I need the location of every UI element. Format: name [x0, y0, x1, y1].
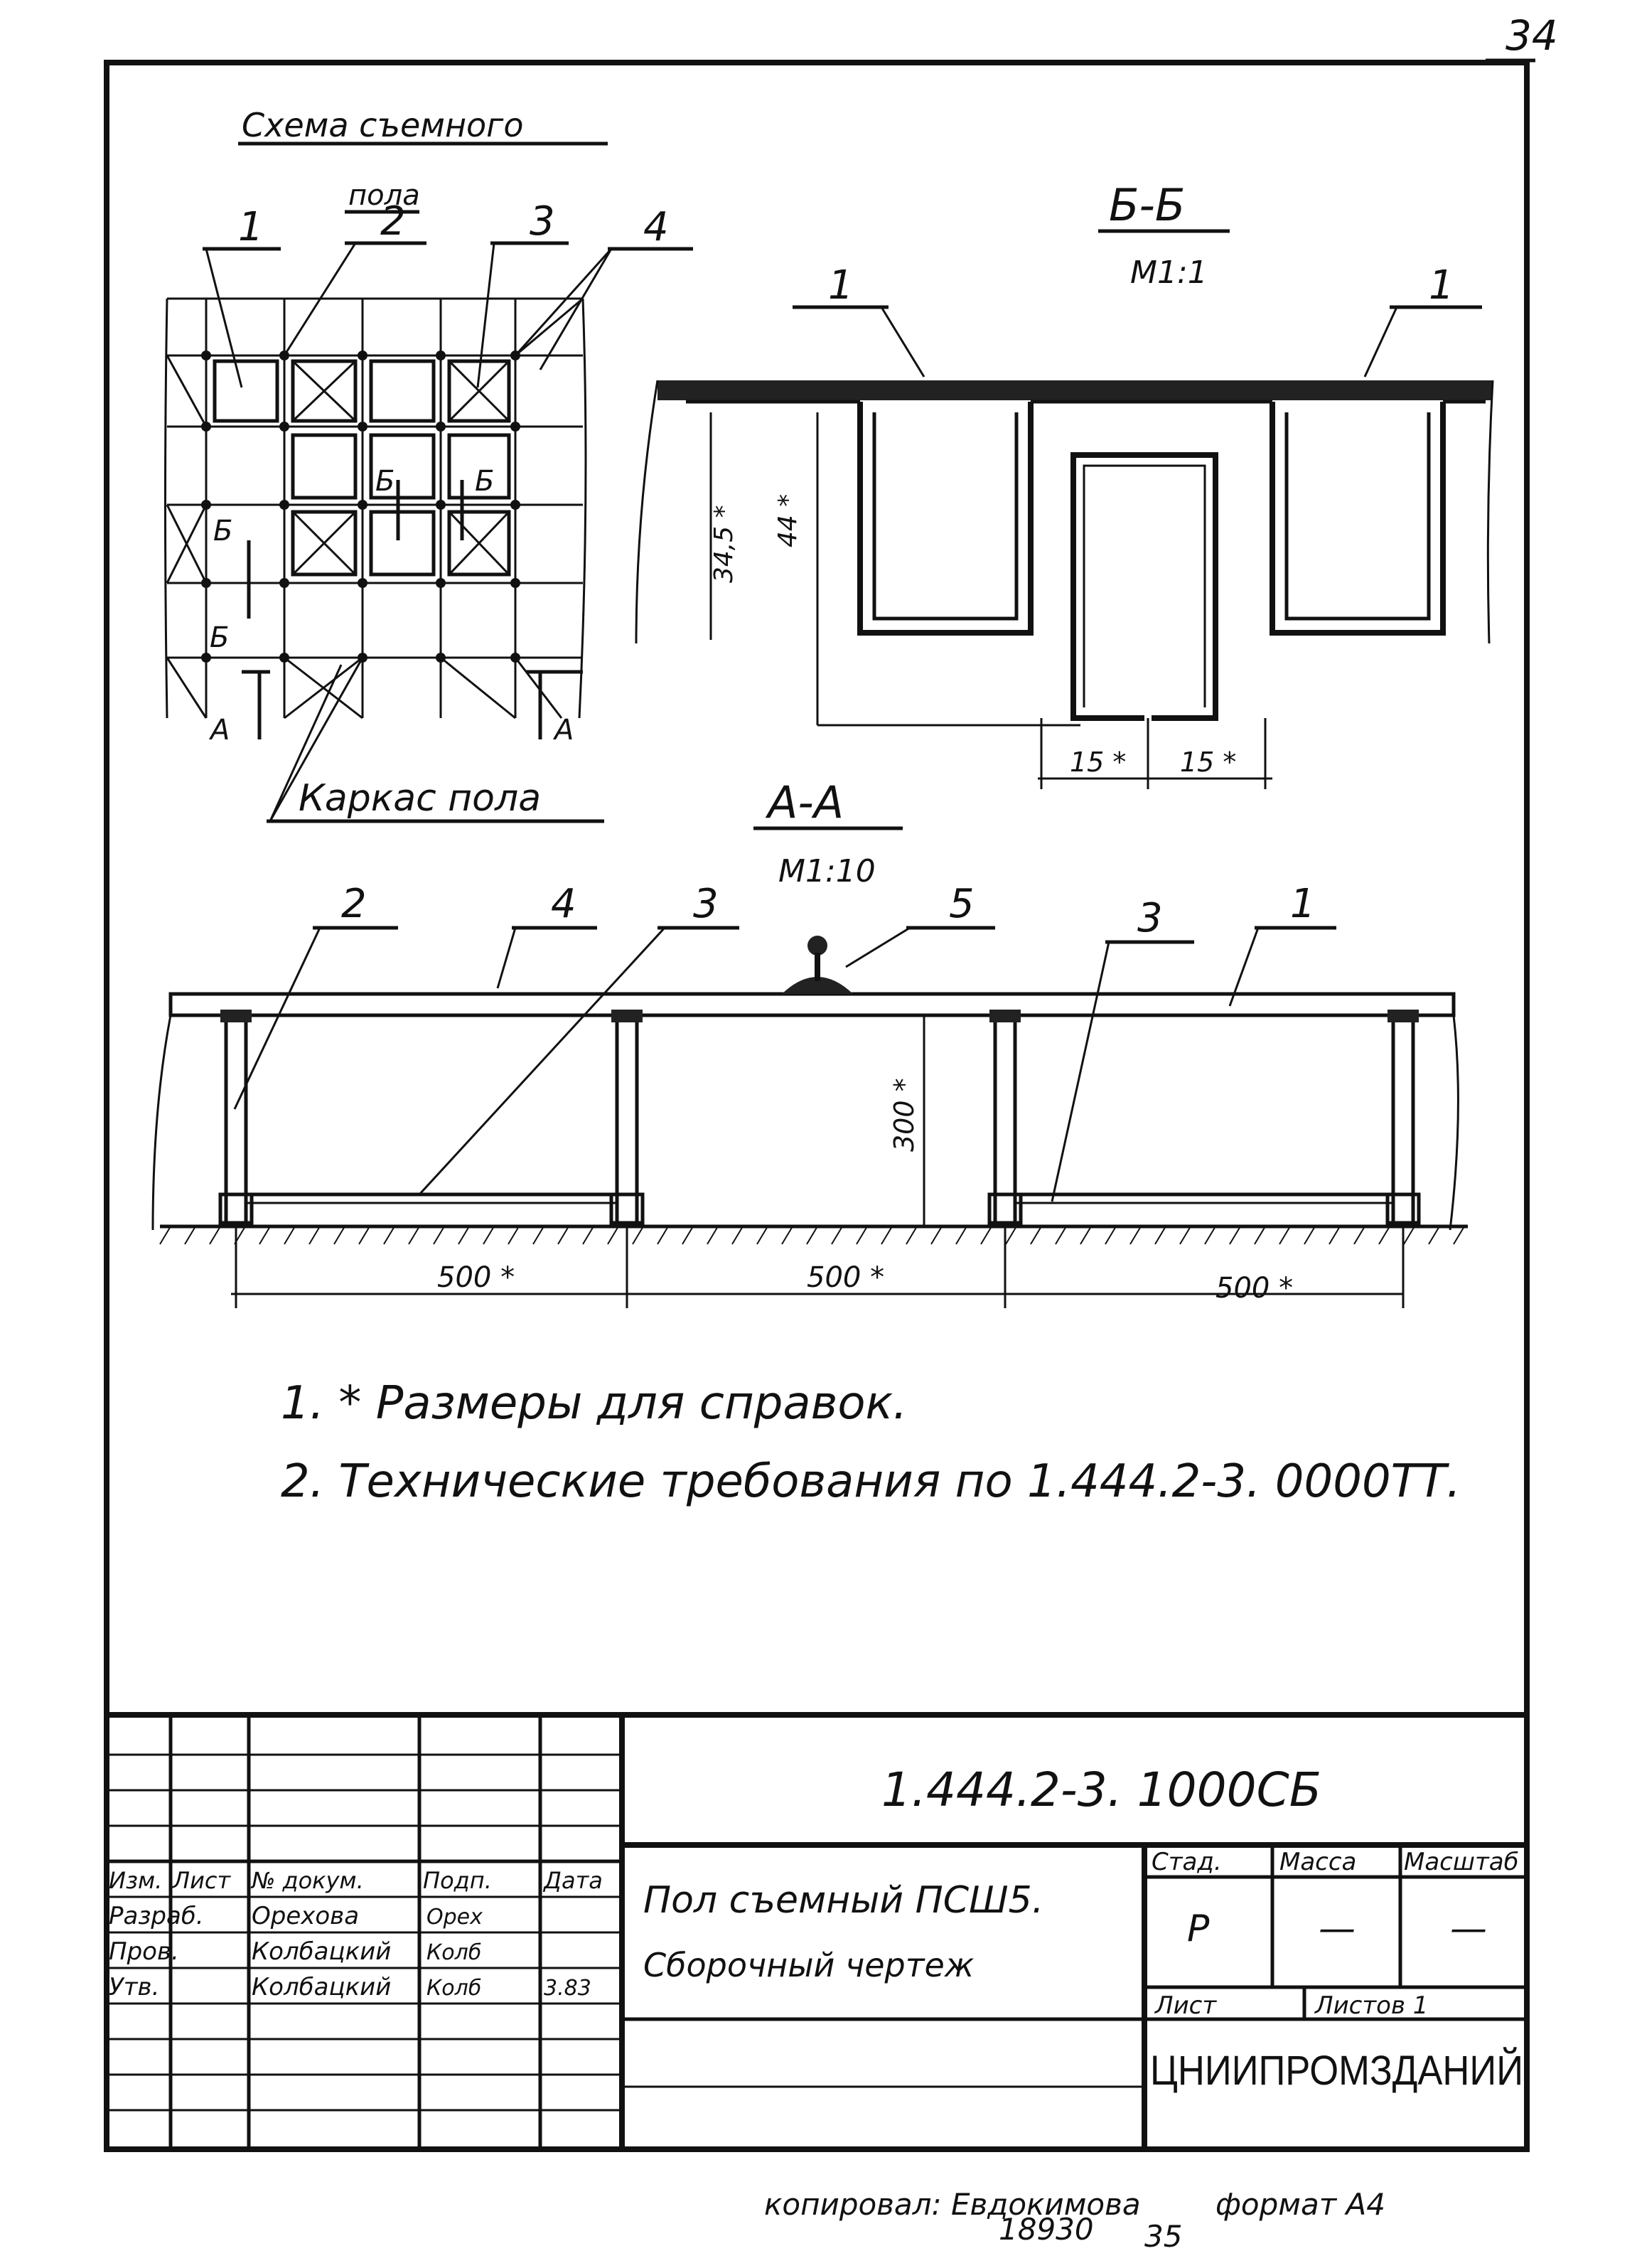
sheet-number: 34 [1505, 11, 1558, 60]
section-bb-scale: М1:1 [1130, 255, 1208, 291]
section-bb-callout-1b: 1 [1429, 262, 1454, 309]
scheme-callout-4: 4 [643, 204, 669, 250]
footer [764, 2187, 1385, 2254]
section-aa-span-1: 500 * [437, 1261, 515, 1294]
section-aa [153, 776, 1468, 1308]
footer-copied: копировал: Евдокимова [764, 2187, 1141, 2222]
tb-doc-code: 1.444.2-3. 1000СБ [881, 1762, 1322, 1817]
scheme-callout-2: 2 [380, 198, 406, 245]
sheet-frame [107, 63, 1527, 2149]
tb-scale-label: Масштаб [1404, 1848, 1519, 1876]
tb-mass-label: Масса [1279, 1848, 1357, 1876]
section-aa-dim-height: 300 * [889, 1078, 920, 1152]
scheme-title-line1: Схема съемного [242, 106, 524, 144]
tb-role-checker: Пров. [109, 1937, 179, 1966]
tb-header-list: Лист [173, 1867, 231, 1894]
pedestals [220, 1010, 1419, 1226]
scheme-frame-label: Каркас пола [299, 777, 542, 820]
notes [281, 1377, 1461, 1508]
floor-scheme [166, 106, 694, 821]
section-bb-title: Б-Б [1109, 179, 1186, 231]
section-aa-callout-1: 1 [1290, 881, 1316, 927]
section-aa-title: А-А [768, 776, 844, 828]
section-bb [636, 179, 1493, 789]
section-aa-callout-3a: 3 [693, 881, 719, 927]
note-2: 2. Технические требования по 1.444.2-3. 0000ТТ. [281, 1455, 1461, 1508]
tb-scale-value: — [1450, 1908, 1487, 1950]
scheme-section-mark-b4: Б [210, 621, 230, 654]
section-aa-scale: М1:10 [778, 853, 876, 889]
tb-sign-approver: Колб [426, 1976, 482, 2001]
section-bb-callout-1a: 1 [828, 262, 854, 309]
section-bb-dim-width-a: 15 * [1070, 747, 1127, 778]
tb-date-approver: 3.83 [544, 1976, 591, 2001]
tb-name-approver: Колбацкий [252, 1973, 392, 2001]
scheme-section-mark-a2: А [554, 714, 574, 747]
tb-header-date: Дата [544, 1867, 603, 1894]
scheme-callout-3: 3 [530, 198, 555, 245]
tb-header-sign: Подп. [423, 1867, 492, 1894]
tb-role-developer: Разраб. [109, 1902, 204, 1930]
tb-mass-value: — [1319, 1908, 1356, 1950]
tb-role-approver: Утв. [109, 1973, 160, 2001]
section-aa-callout-3b: 3 [1137, 895, 1163, 941]
tb-stage-value: Р [1187, 1908, 1210, 1950]
tb-stage-label: Стад. [1152, 1848, 1222, 1876]
tb-doc-title-line2: Сборочный чертеж [643, 1946, 975, 1984]
section-aa-callout-2: 2 [341, 881, 367, 927]
scheme-section-mark-b3: Б [213, 515, 233, 547]
scheme-callout-1: 1 [238, 204, 264, 250]
section-bb-dim-height-a: 34,5 * [709, 505, 739, 583]
section-bb-dim-width-b: 15 * [1180, 747, 1237, 778]
tb-organization: ЦНИИПРОМЗДАНИЙ [1150, 2048, 1523, 2094]
section-aa-callout-5: 5 [949, 881, 975, 927]
tb-sheet-label: Лист [1155, 1991, 1217, 2020]
scheme-section-mark-b2: Б [475, 465, 495, 498]
footer-format: формат А4 [1215, 2187, 1385, 2222]
tb-name-developer: Орехова [252, 1902, 360, 1930]
note-1: 1. * Размеры для справок. [281, 1377, 908, 1430]
section-aa-span-2: 500 * [807, 1261, 885, 1294]
tb-name-checker: Колбацкий [252, 1937, 392, 1966]
section-bb-dim-height-b: 44 * [773, 493, 803, 547]
footer-order: 18930 [999, 2212, 1094, 2247]
title-block [107, 1715, 1527, 2149]
ground-hatching [160, 1226, 1464, 1244]
tb-header-izm: Изм. [109, 1867, 163, 1894]
tb-doc-title-line1: Пол съемный ПСШ5. [643, 1879, 1044, 1922]
tb-sign-checker: Колб [426, 1940, 482, 1965]
footer-page: 35 [1144, 2219, 1183, 2254]
scheme-section-mark-a1: А [210, 714, 230, 747]
tb-sheets-label: Листов 1 [1315, 1991, 1429, 2020]
scheme-grid [166, 299, 586, 718]
scheme-section-mark-b1: Б [375, 465, 395, 498]
tb-header-doc-no: № докум. [252, 1867, 364, 1894]
scheme-title-line2: пола [348, 179, 420, 212]
tb-sign-developer: Орех [426, 1905, 483, 1930]
section-aa-span-3: 500 * [1215, 1272, 1294, 1305]
section-aa-callout-4: 4 [551, 881, 576, 927]
